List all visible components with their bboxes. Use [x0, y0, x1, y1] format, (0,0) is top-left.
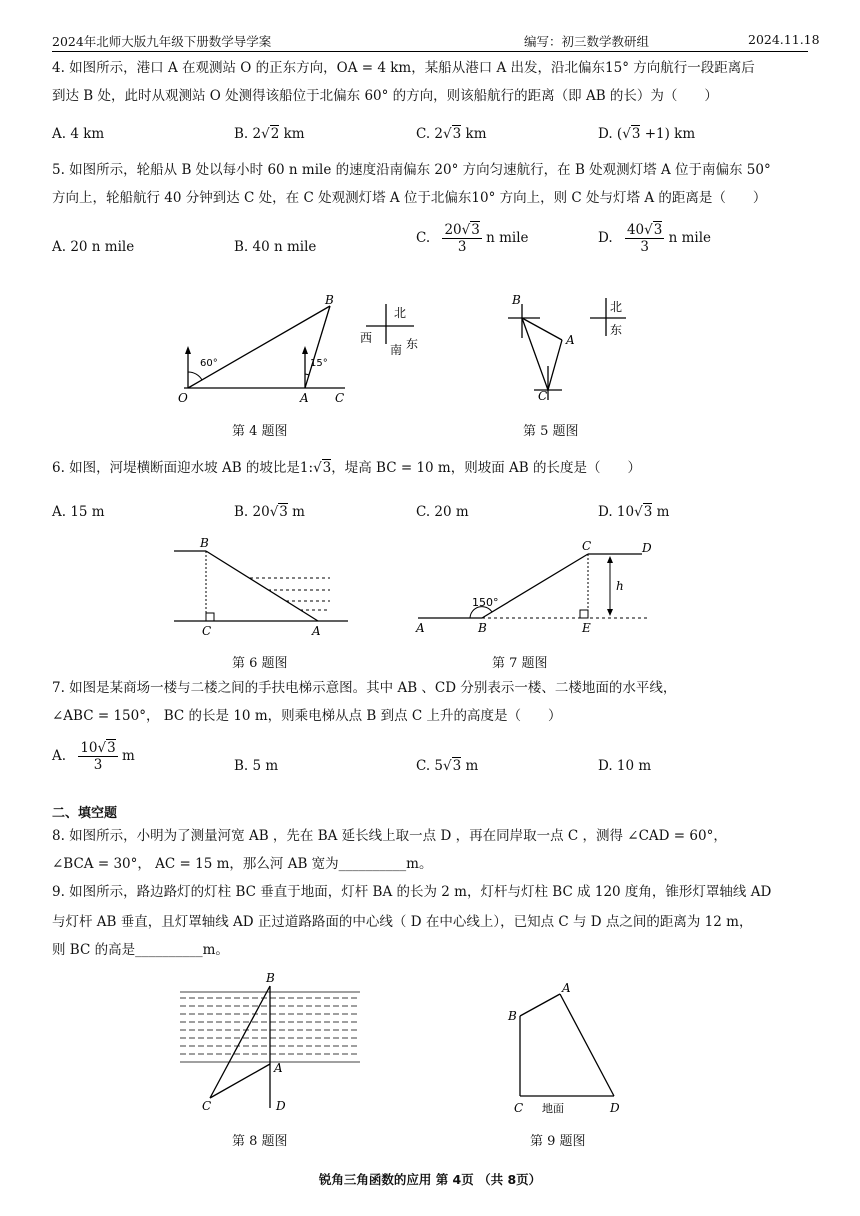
fig7-label-a: A: [416, 621, 425, 635]
header-rule: [52, 51, 808, 52]
figure-4: [170, 290, 350, 410]
compass-5: [586, 294, 636, 344]
compass4-south: 南: [390, 343, 403, 357]
fig6-caption: 第 6 题图: [232, 656, 288, 671]
q4-option-d: D. (√3 +1) km: [598, 126, 696, 142]
fig7-label-d: D: [642, 541, 652, 555]
header-left: 2024年北师大版九年级下册数学导学案: [52, 34, 272, 49]
fig4-angle-60: 60°: [200, 358, 218, 369]
q4-line2: 到达 B 处，此时从观测站 O 处测得该船位于北偏东 60° 的方向，则该船航行的距离（即 AB 的长）为（ ）: [52, 88, 718, 104]
q9-line3: 则 BC 的高是__________m。: [52, 942, 229, 958]
header-right: 2024.11.18: [748, 32, 820, 47]
compass5-east: 东: [610, 323, 623, 337]
q6-option-b: B. 20√3 m: [234, 504, 305, 520]
q7-line2: ∠ABC = 150°， BC 的长是 10 m，则乘电梯从点 B 到点 C 上升的高度是（ ）: [52, 708, 562, 724]
figure-7: [410, 540, 670, 640]
fig7-angle-150: 150°: [472, 596, 499, 609]
fig9-label-d: D: [610, 1101, 620, 1115]
q6-option-a: A. 15 m: [52, 504, 105, 520]
q5-line1: 5. 如图所示，轮船从 B 处以每小时 60 n mile 的速度沿南偏东 20° 方向匀速航行，在 B 处观测灯塔 A 位于南偏东 50°: [52, 162, 771, 178]
q6-option-c: C. 20 m: [416, 504, 469, 520]
fig5-label-a: A: [566, 333, 575, 347]
q5-option-b: B. 40 n mile: [234, 239, 317, 255]
fig5-caption: 第 5 题图: [523, 424, 579, 439]
q4-option-c: C. 2√3 km: [416, 126, 487, 142]
q5-option-c: C. $\frac{20√3}{3}$ n mile: [416, 222, 529, 255]
compass-4: [358, 300, 428, 360]
fig8-label-a: A: [274, 1061, 283, 1075]
fig6-label-a: A: [312, 624, 321, 638]
fig4-label-c: C: [335, 391, 345, 405]
fig4-label-b: B: [325, 293, 334, 307]
q7-option-d: D. 10 m: [598, 758, 652, 774]
fig4-label-o: O: [178, 391, 188, 405]
fig8-label-c: C: [202, 1099, 212, 1113]
fig9-label-a: A: [562, 981, 571, 995]
figure-8: [170, 968, 370, 1118]
page-footer: 锐角三角函数的应用 第 4页 （共 8页）: [318, 1172, 542, 1187]
fig4-angle-15: 15°: [310, 358, 328, 369]
fig8-label-d: D: [276, 1099, 286, 1113]
q4-line1: 4. 如图所示，港口 A 在观测站 O 的正东方向，OA = 4 km，某船从港口 A 出发，沿北偏东15° 方向航行一段距离后: [52, 60, 755, 76]
compass4-north: 北: [394, 306, 407, 320]
fig5-label-b: B: [512, 293, 521, 307]
section-fill-in-title: 二、填空题: [52, 806, 118, 821]
q6-line1: 6. 如图，河堤横断面迎水坡 AB 的坡比是1:√3，堤高 BC = 10 m，则坡面 AB 的长度是（ ）: [52, 460, 641, 476]
fig7-label-c: C: [582, 540, 592, 553]
q7-option-b: B. 5 m: [234, 758, 279, 774]
fig4-caption: 第 4 题图: [232, 424, 288, 439]
q5-line2: 方向上，轮船航行 40 分钟到达 C 处，在 C 处观测灯塔 A 位于北偏东10° 方向上，则 C 处与灯塔 A 的距离是（ ）: [52, 190, 767, 206]
fig7-label-h: h: [616, 579, 624, 593]
figure-9: [500, 980, 640, 1120]
compass4-east: 东: [406, 337, 419, 351]
fig6-label-b: B: [200, 536, 209, 550]
q9-line1: 9. 如图所示，路边路灯的灯柱 BC 垂直于地面，灯杆 BA 的长为 2 m，灯杆与灯柱 BC 成 120 度角，锥形灯罩轴线 AD: [52, 884, 772, 900]
compass5-north: 北: [610, 300, 623, 314]
q4-option-a: A. 4 km: [52, 126, 105, 142]
q5-option-d: D. $\frac{40√3}{3}$ n mile: [598, 222, 712, 255]
compass4-west: 西: [360, 331, 373, 345]
q6-option-d: D. 10√3 m: [598, 504, 670, 520]
fig9-caption: 第 9 题图: [530, 1134, 586, 1149]
q4-option-b: B. 2√2 km: [234, 126, 305, 142]
q9-line2: 与灯杆 AB 垂直，且灯罩轴线 AD 正过道路路面的中心线（ D 在中心线上），已知点 C 与 D 点之间的距离为 12 m，: [52, 914, 753, 930]
fig9-label-c: C: [514, 1101, 524, 1115]
q7-option-a: A. $\frac{10√3}{3}$ m: [52, 740, 135, 773]
fig7-label-e: E: [582, 621, 591, 635]
figure-6: [170, 535, 350, 645]
fig7-caption: 第 7 题图: [492, 656, 548, 671]
figure-5: [500, 290, 590, 410]
fig9-label-b: B: [508, 1009, 517, 1023]
fig5-label-c: C: [538, 389, 548, 403]
fig9-label-ground: 地面: [542, 1102, 564, 1115]
fig8-label-b: B: [266, 971, 275, 985]
fig4-label-a: A: [300, 391, 309, 405]
header-middle: 编写：初三数学教研组: [524, 34, 650, 49]
q5-option-a: A. 20 n mile: [52, 239, 135, 255]
fig8-caption: 第 8 题图: [232, 1134, 288, 1149]
q8-line1: 8. 如图所示，小明为了测量河宽 AB ，先在 BA 延长线上取一点 D ，再在同岸取一点 C ，测得 ∠CAD = 60°，: [52, 828, 727, 844]
q7-line1: 7. 如图是某商场一楼与二楼之间的手扶电梯示意图。其中 AB 、CD 分别表示一楼、二楼地面的水平线，: [52, 680, 677, 696]
fig6-label-c: C: [202, 624, 212, 638]
fig7-label-b: B: [478, 621, 487, 635]
q7-option-c: C. 5√3 m: [416, 758, 479, 774]
q8-line2: ∠BCA = 30°， AC = 15 m，那么河 AB 宽为__________m。: [52, 856, 433, 872]
